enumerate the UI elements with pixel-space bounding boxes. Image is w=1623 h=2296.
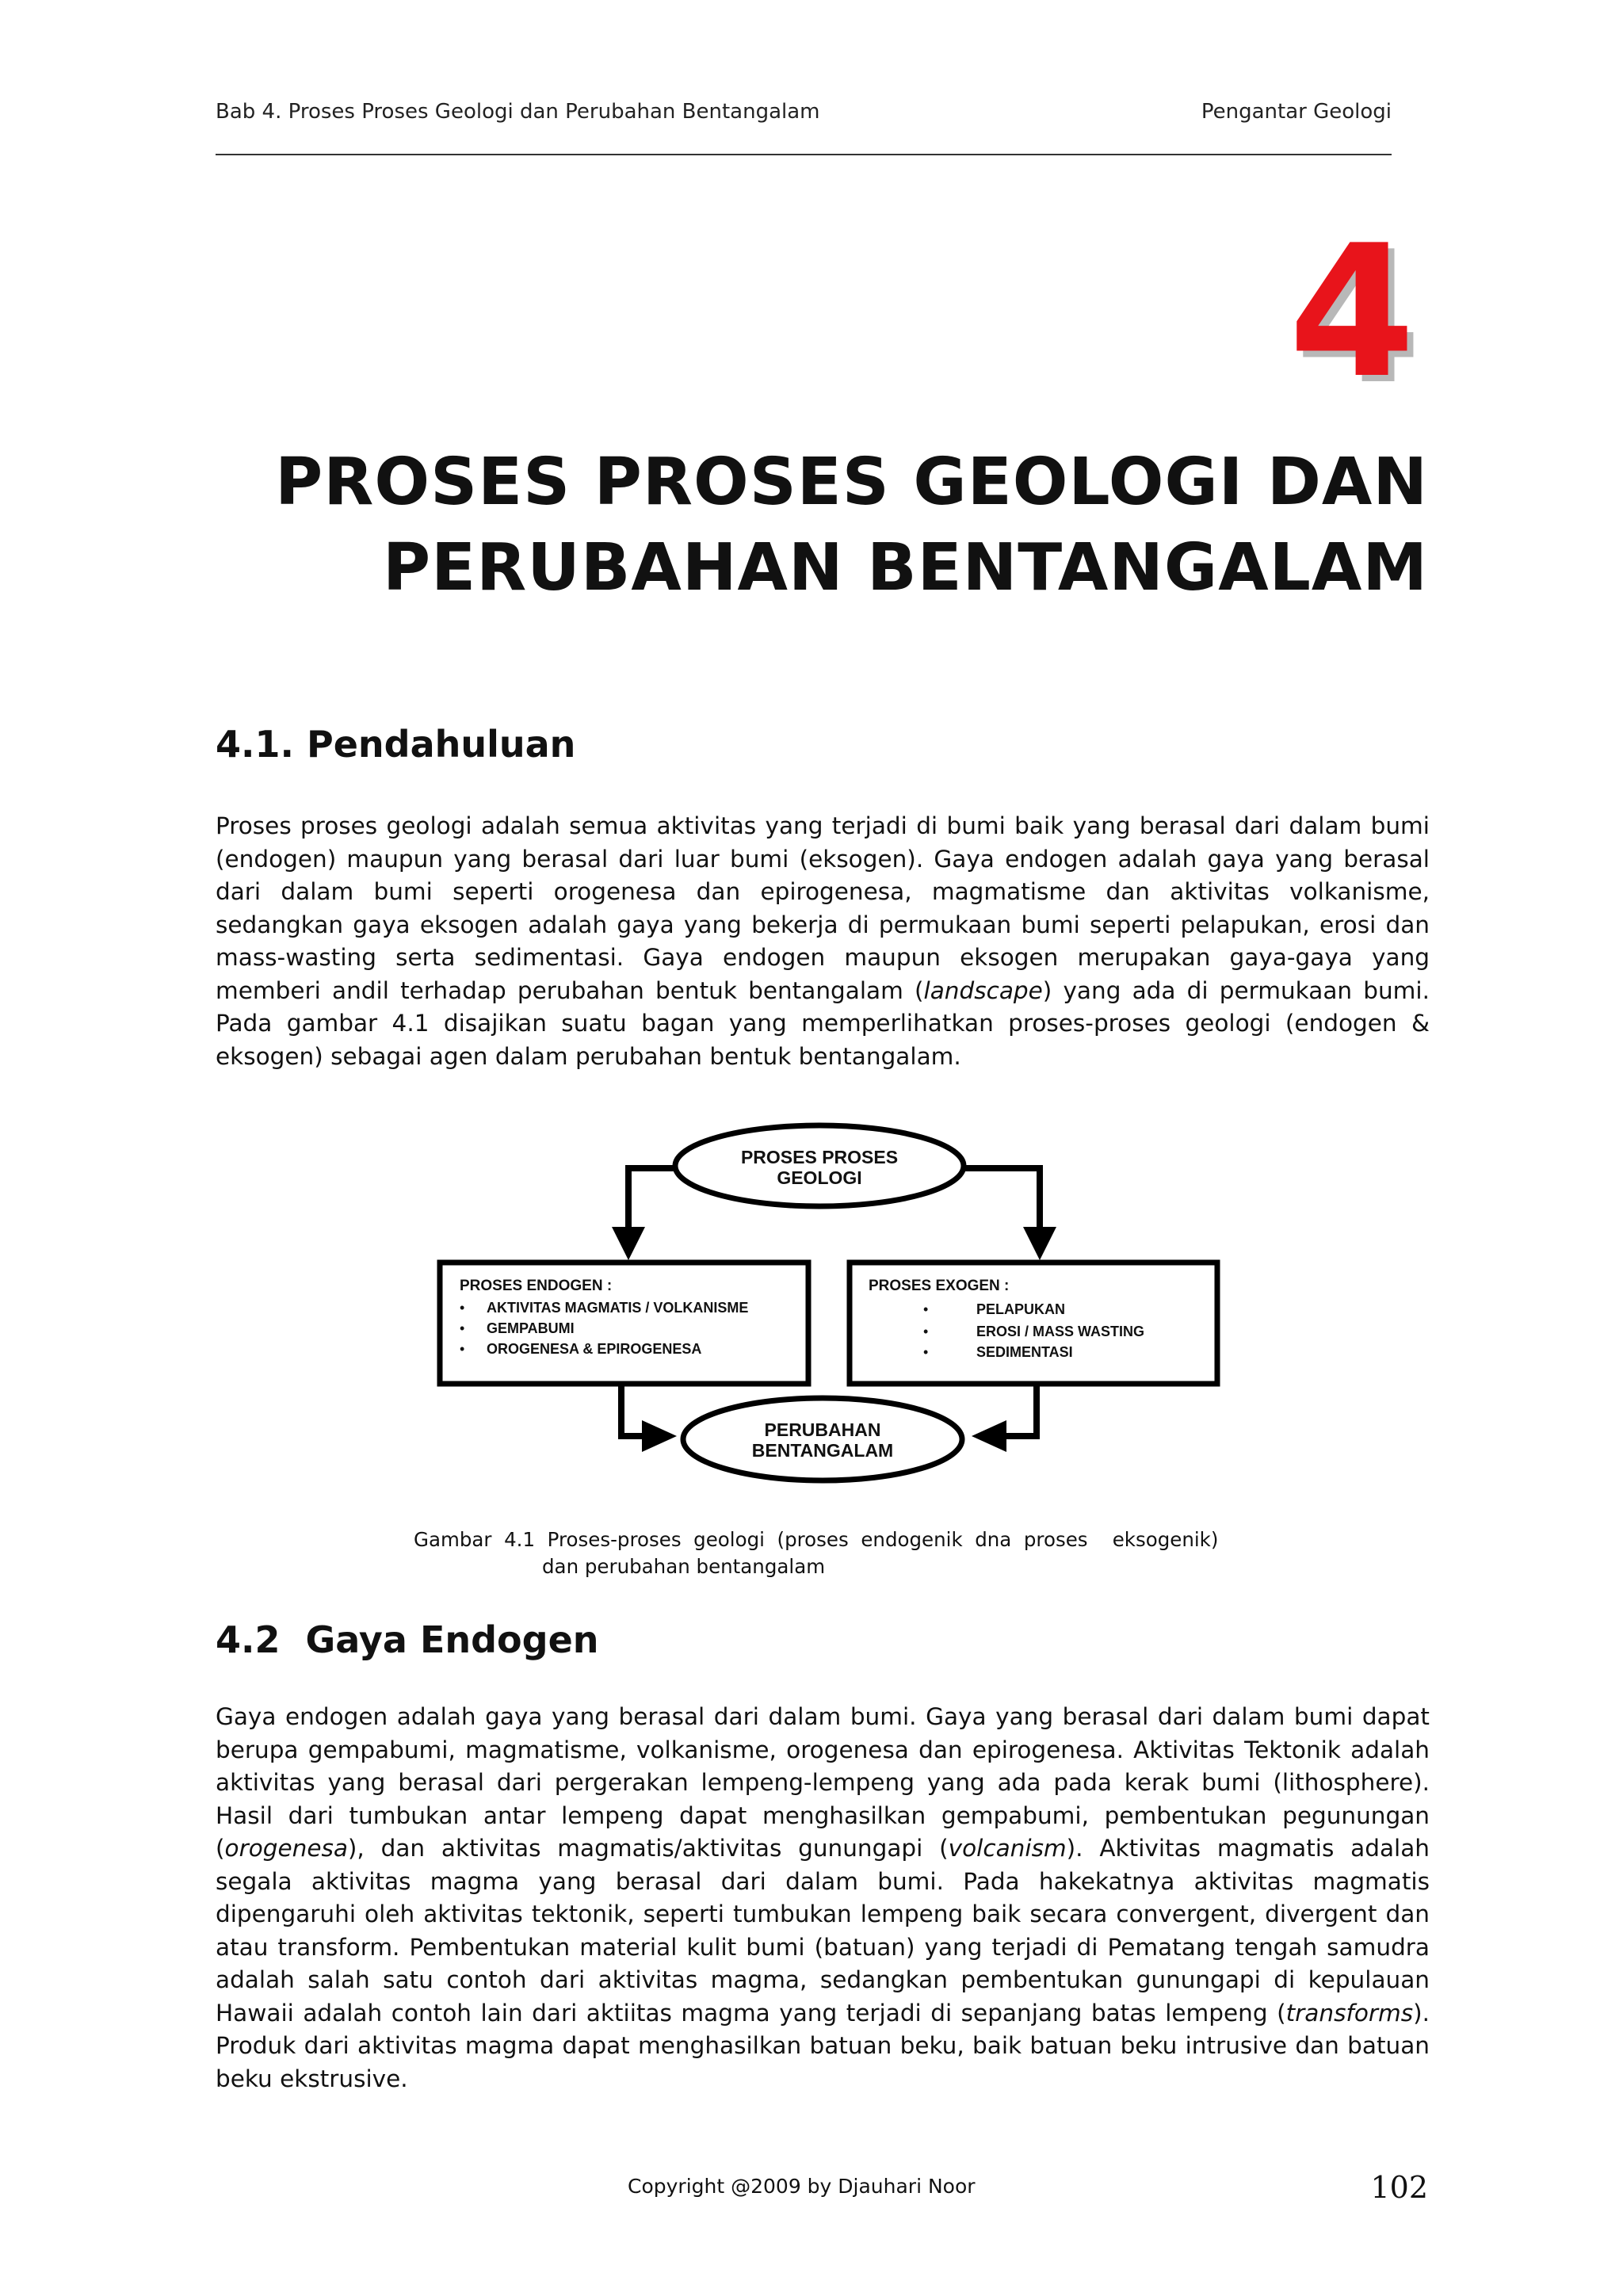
endogen-item-1: AKTIVITAS MAGMATIS / VOLKANISME [487,1300,749,1316]
header-divider [216,154,1392,155]
exogen-bullet-3: • [923,1344,929,1360]
paragraph-text: ). Produk dari aktivitas magma dapat menghasilkan batuan beku, baik batuan beku intrusive dan batuan beku ekstrusive. [216,1999,1430,2092]
exogen-bullet-1: • [923,1301,929,1317]
chapter-title-line-1: PROSES PROSES GEOLOGI DAN [275,445,1428,520]
chapter-number: 4 [1288,207,1415,418]
ellipse-bottom-label-1: PERUBAHAN [764,1419,881,1440]
exogen-bullet-2: • [923,1324,929,1339]
exogen-item-1: PELAPUKAN [976,1301,1066,1317]
ellipse-bottom-label-2: BENTANGALAM [751,1440,894,1461]
exogen-title: PROSES EXOGEN : [869,1278,1010,1294]
arrowhead-to-endogen [612,1227,645,1260]
page-number: 102 [1370,2170,1428,2205]
running-header-book: Pengantar Geologi [1201,100,1392,124]
arrowhead-endogen-to-bentangalam [642,1420,677,1452]
endogen-item-3: OROGENESA & EPIROGENESA [487,1341,702,1357]
copyright-footer: Copyright @2009 by Djauhari Noor [628,2175,976,2198]
endogen-item-2: GEMPABUMI [487,1320,575,1336]
arrow-to-endogen [628,1168,676,1236]
chapter-title [275,440,1428,611]
paragraph-pendahuluan [216,810,1430,1073]
endogen-bullet-1: • [460,1300,465,1316]
paragraph-text: ) yang ada di permukaan bumi. Pada gambar 4.1 disajikan suatu bagan yang memperlihatkan proses-proses geologi (endogen & eksogen) sebagai agen dalam perubahan bentuk bentangalam. [216,976,1430,1070]
italic-term-orogenesa: orogenesa [224,1835,348,1862]
endogen-title: PROSES ENDOGEN : [460,1278,613,1294]
figure-caption [414,1526,1218,1580]
italic-term-volcanism: volcanism [948,1835,1067,1862]
ellipse-top-label-1: PROSES PROSES [740,1147,899,1167]
endogen-bullet-2: • [460,1320,465,1336]
ellipse-top-label-2: GEOLOGI [777,1167,862,1188]
section-heading-pendahuluan: 4.1. Pendahuluan [216,723,576,766]
paragraph-text: ). Aktivitas magmatis adalah segala aktivitas magma yang berasal dari dalam bumi. Pada hakekatnya aktivitas magmatis dipengaruhi oleh aktivitas tektonik, seperti tumbukan lempeng baik secara convergent, divergent dan atau transform. Pembentukan material kulit bumi (batuan) yang terjadi di Pematang tengah samudra adalah salah satu contoh dari aktivitas magma, sedangkan pembentukan gunungapi di kepulauan Hawaii adalah contoh lain dari aktiitas magma yang terjadi di sepanjang batas lempeng ( [216,1835,1430,2027]
paragraph-text: ), dan aktivitas magmatis/aktivitas gunungapi ( [347,1835,949,1862]
geology-process-diagram [434,1119,1230,1492]
caption-line-1: Gambar 4.1 Proses-proses geologi (proses endogenik dna proses eksogenik) [414,1528,1219,1551]
paragraph-text: Gaya endogen adalah gaya yang berasal dari dalam bumi. Gaya yang berasal dari dalam bumi dapat berupa gempabumi, magmatisme, volkanisme, orogenesa dan epirogenesa. Aktivitas Tektonik adalah aktivitas yang berasal dari pergerakan lempeng-lempeng yang ada pada kerak bumi (lithosphere). Hasil dari tumbukan antar lempeng dapat menghasilkan gempabumi, pembentukan pegunungan ( [216,1703,1430,1862]
arrowhead-to-exogen [1023,1227,1056,1260]
italic-term-transforms: transforms [1285,1999,1414,2027]
chapter-title-line-2: PERUBAHAN BENTANGALAM [383,530,1428,606]
section-heading-gaya-endogen: 4.2 Gaya Endogen [216,1618,599,1661]
arrowhead-exogen-to-bentangalam [972,1420,1006,1452]
running-header-chapter: Bab 4. Proses Proses Geologi dan Perubahan Bentangalam [216,100,820,124]
italic-term-landscape: landscape [923,976,1043,1004]
exogen-item-3: SEDIMENTASI [976,1344,1073,1360]
paragraph-gaya-endogen [216,1701,1430,2095]
caption-line-2: dan perubahan bentangalam [542,1555,826,1578]
paragraph-text: Proses proses geologi adalah semua aktivitas yang terjadi di bumi baik yang berasal dari dalam bumi (endogen) maupun yang berasal dari luar bumi (eksogen). Gaya endogen adalah gaya yang berasal dari dalam bumi seperti orogenesa dan epirogenesa, magmatisme dan aktivitas volkanisme, sedangkan gaya eksogen adalah gaya yang bekerja di permukaan bumi seperti pelapukan, erosi dan mass-wasting serta sedimentasi. Gaya endogen maupun eksogen merupakan gaya-gaya yang memberi andil terhadap perubahan bentuk bentangalam ( [216,812,1430,1004]
exogen-item-2: EROSI / MASS WASTING [976,1324,1145,1339]
arrow-to-exogen [964,1168,1040,1236]
endogen-bullet-3: • [460,1341,465,1357]
